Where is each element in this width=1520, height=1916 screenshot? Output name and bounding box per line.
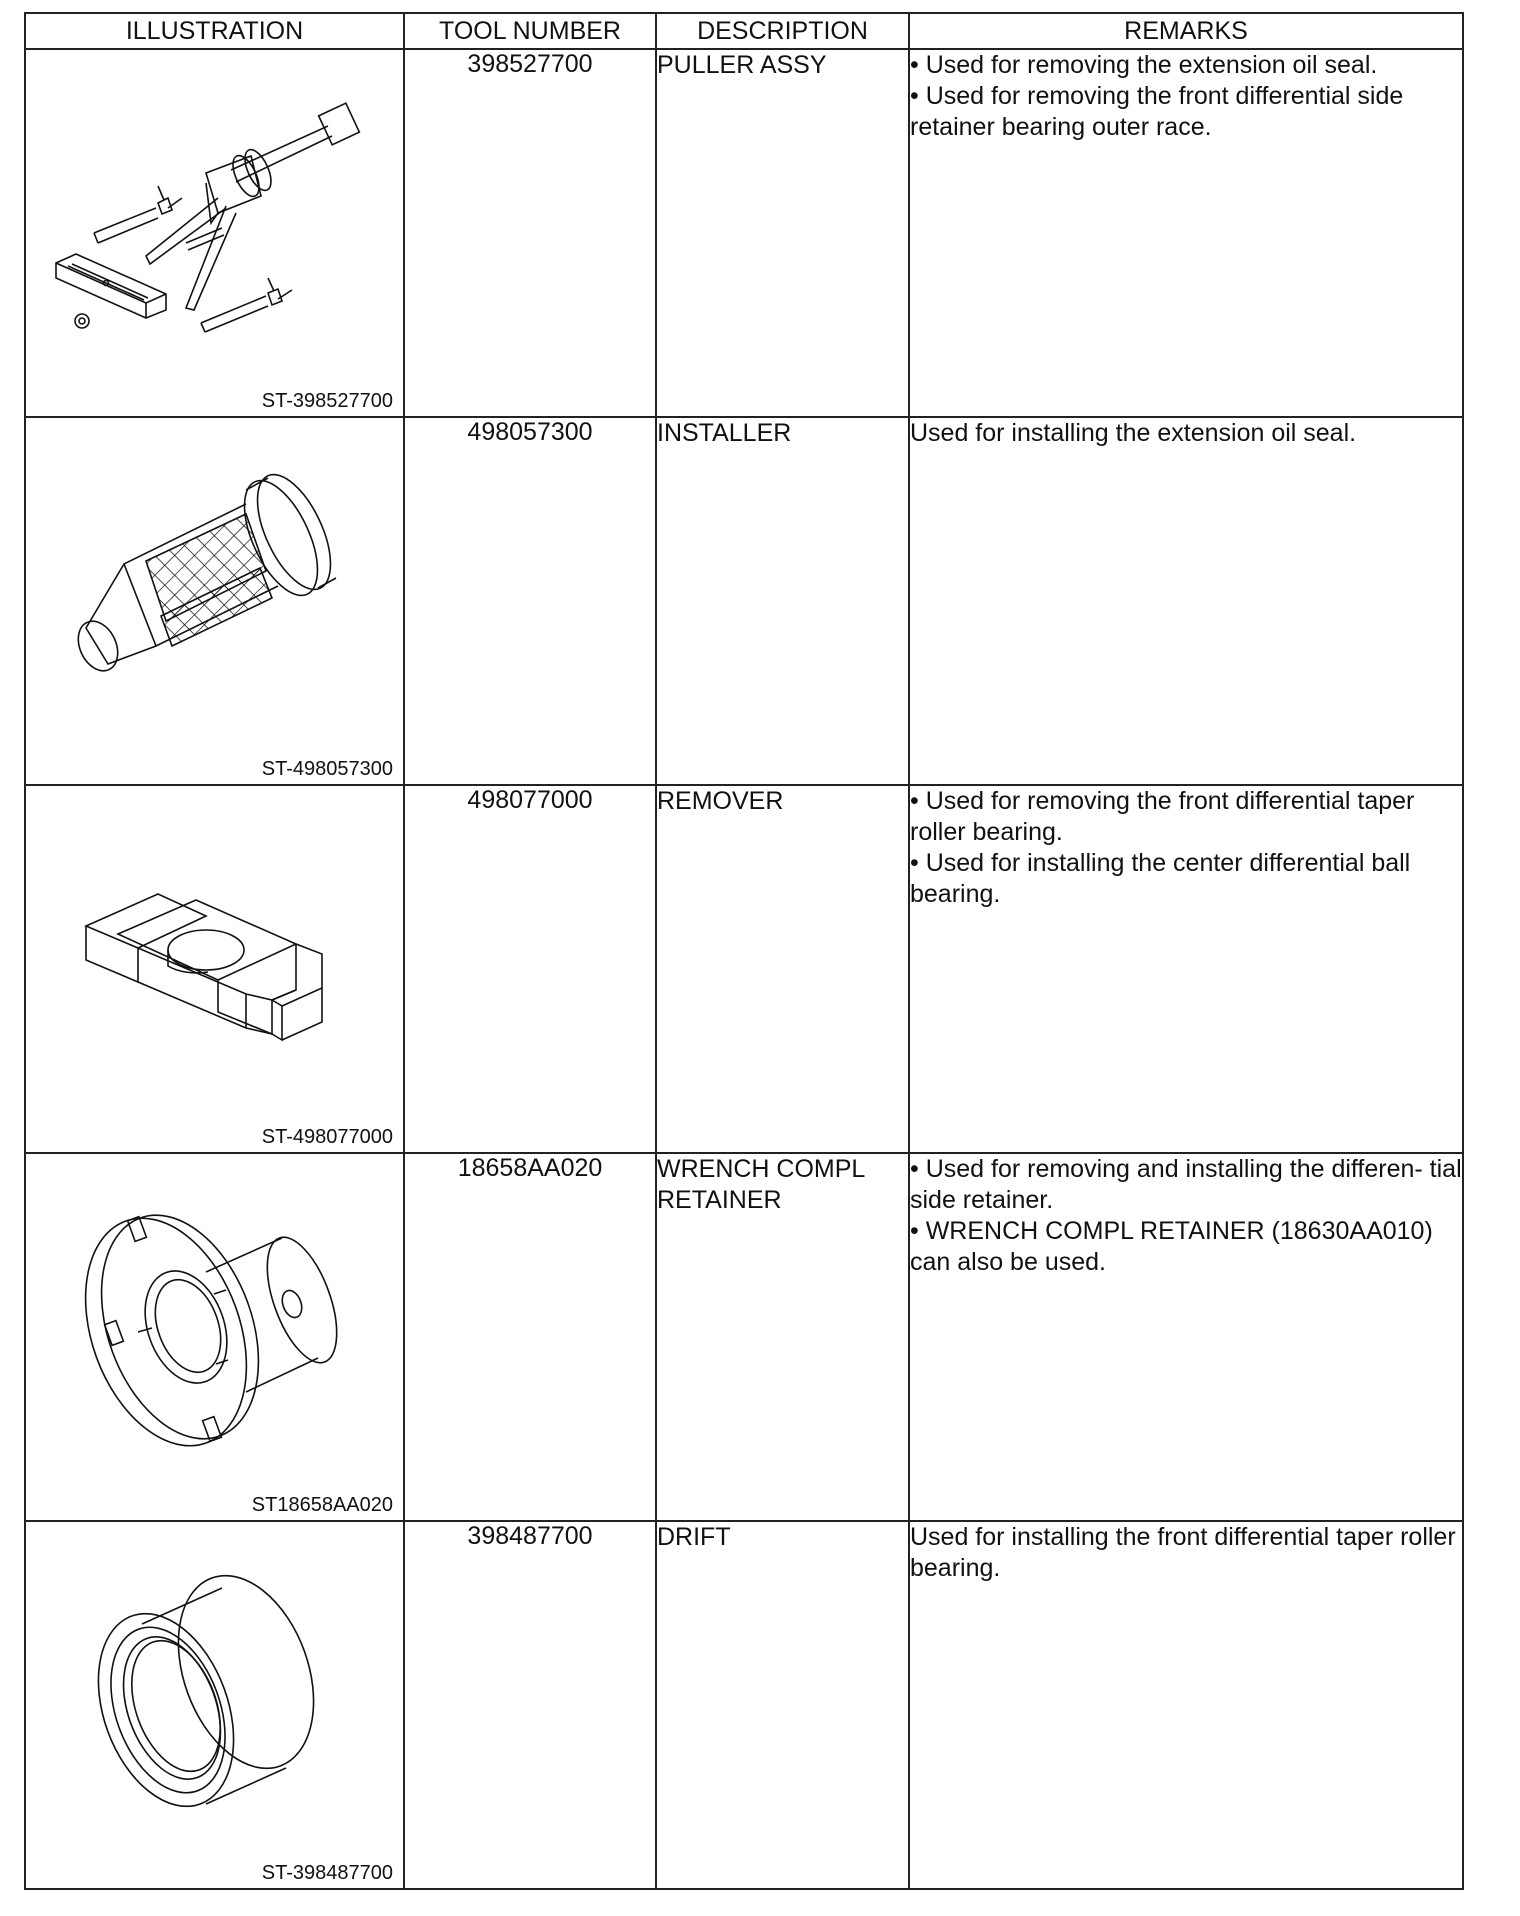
illustration-code: ST-498077000 (261, 1126, 393, 1148)
header-row (25, 13, 1463, 49)
table-row (25, 785, 1463, 1153)
illustration-code: ST-398527700 (261, 390, 393, 412)
puller-assy-icon (46, 78, 366, 378)
header-description: DESCRIPTION (656, 13, 909, 49)
illustration-cell (25, 1153, 404, 1521)
special-tools-table (24, 12, 1464, 1890)
table-row (25, 1153, 1463, 1521)
remark-line: • Used for removing the front differential side retainer bearing outer race. (910, 82, 1404, 141)
remark-line: • WRENCH COMPL RETAINER (18630AA010) can also be used. (910, 1217, 1433, 1276)
remover-icon (46, 814, 366, 1114)
drift-icon (46, 1550, 366, 1850)
illustration-cell (25, 49, 404, 417)
tool-description: PULLER ASSY (656, 49, 909, 417)
tool-description: DRIFT (656, 1521, 909, 1889)
remark-line: Used for installing the front differential taper roller bearing. (910, 1523, 1456, 1582)
tool-description: INSTALLER (656, 417, 909, 785)
table-row (25, 417, 1463, 785)
tool-remarks (909, 49, 1463, 417)
table-row (25, 49, 1463, 417)
remark-line: Used for installing the extension oil seal. (910, 419, 1357, 447)
header-tool-number: TOOL NUMBER (404, 13, 656, 49)
tool-remarks (909, 1521, 1463, 1889)
remark-line: • Used for removing and installing the differen- tial side retainer. (910, 1155, 1462, 1214)
tool-description: WRENCH COMPL RETAINER (656, 1153, 909, 1521)
tool-number: 18658AA020 (404, 1153, 656, 1521)
tool-number: 398527700 (404, 49, 656, 417)
illustration-cell (25, 785, 404, 1153)
tool-remarks (909, 417, 1463, 785)
remark-line: • Used for removing the front differential taper roller bearing. (910, 787, 1415, 846)
tool-number: 398487700 (404, 1521, 656, 1889)
tool-number: 498057300 (404, 417, 656, 785)
tool-remarks (909, 1153, 1463, 1521)
wrench-compl-retainer-icon (46, 1182, 366, 1482)
tool-description: REMOVER (656, 785, 909, 1153)
table-row (25, 1521, 1463, 1889)
illustration-cell (25, 1521, 404, 1889)
installer-icon (46, 446, 366, 746)
illustration-code: ST-398487700 (261, 1862, 393, 1884)
illustration-cell (25, 417, 404, 785)
remark-line: • Used for installing the center differential ball bearing. (910, 849, 1411, 908)
header-illustration: ILLUSTRATION (25, 13, 404, 49)
tool-number: 498077000 (404, 785, 656, 1153)
tool-remarks (909, 785, 1463, 1153)
illustration-code: ST-498057300 (261, 758, 393, 780)
header-remarks: REMARKS (909, 13, 1463, 49)
illustration-code: ST18658AA020 (251, 1494, 393, 1516)
remark-line: • Used for removing the extension oil seal. (910, 51, 1378, 79)
